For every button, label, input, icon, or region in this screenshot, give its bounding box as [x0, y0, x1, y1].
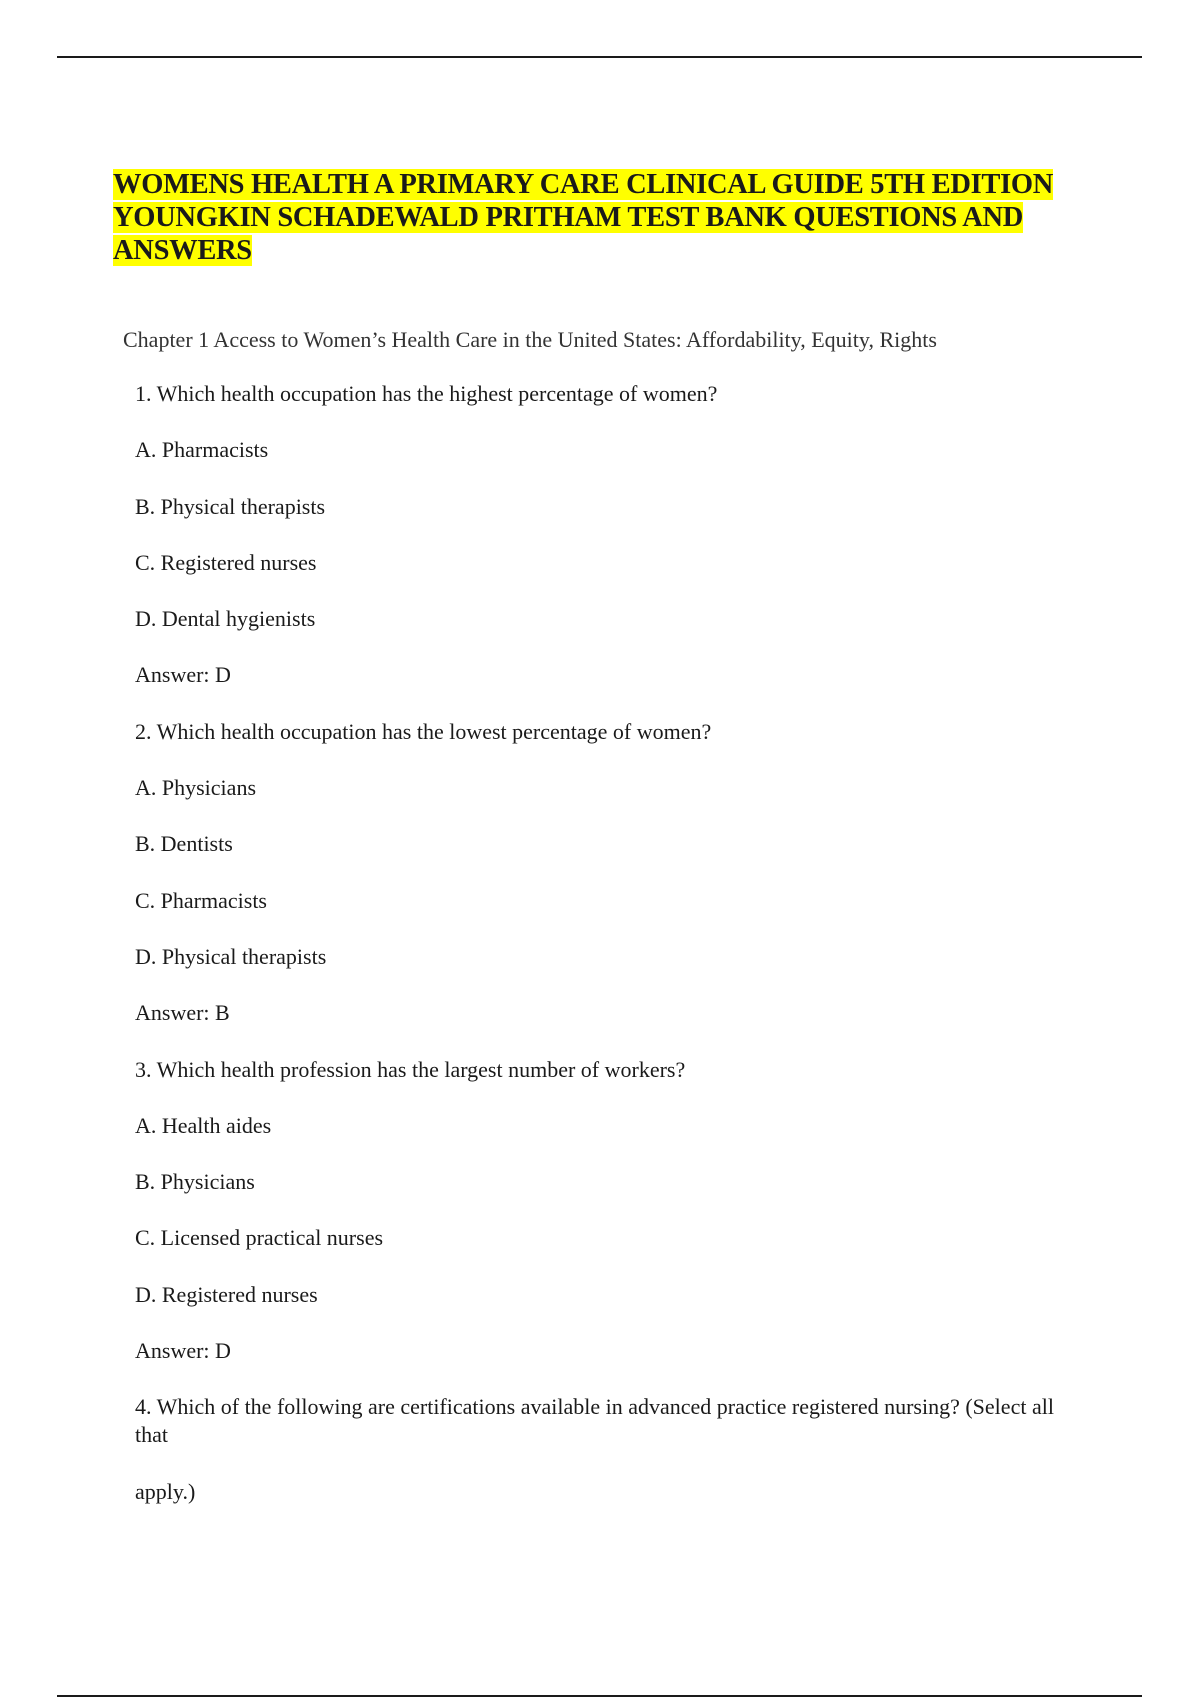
question-1-option-a: A. Pharmacists — [135, 437, 269, 463]
question-3-option-d: D. Registered nurses — [135, 1281, 318, 1307]
question-3-option-c: C. Licensed practical nurses — [135, 1225, 384, 1251]
question-3-option-b: B. Physicians — [135, 1169, 255, 1195]
title-highlight: WOMENS HEALTH A PRIMARY CARE CLINICAL GUIDE 5TH EDITION YOUNGKIN SCHADEWALD PRITHAM TEST BANK QUESTIONS AND ANSWERS — [113, 169, 1054, 266]
question-2-answer: Answer: B — [135, 1000, 230, 1026]
document-title — [113, 168, 1093, 267]
question-4-continuation: apply.) — [135, 1478, 196, 1504]
question-list — [135, 380, 1085, 1534]
question-3-text: 3. Which health profession has the largest number of workers? — [135, 1056, 686, 1082]
question-2-option-d: D. Physical therapists — [135, 943, 327, 969]
top-rule — [57, 56, 1142, 58]
bottom-rule — [57, 1695, 1142, 1697]
chapter-heading: Chapter 1 Access to Women’s Health Care in the United States: Affordability, Equity, Rights — [123, 327, 937, 352]
question-2-text: 2. Which health occupation has the lowest percentage of women? — [135, 718, 712, 744]
question-2-option-a: A. Physicians — [135, 775, 256, 801]
question-1-option-c: C. Registered nurses — [135, 549, 317, 575]
question-4-text: 4. Which of the following are certifications available in advanced practice registered nursing? (Select all that — [135, 1394, 1054, 1448]
question-3-answer: Answer: D — [135, 1338, 231, 1364]
question-1-option-b: B. Physical therapists — [135, 493, 326, 519]
question-2-option-c: C. Pharmacists — [135, 887, 267, 913]
question-3-option-a: A. Health aides — [135, 1112, 272, 1138]
question-2-option-b: B. Dentists — [135, 831, 233, 857]
question-1-option-d: D. Dental hygienists — [135, 606, 316, 632]
question-1-answer: Answer: D — [135, 662, 231, 688]
question-1-text: 1. Which health occupation has the highest percentage of women? — [135, 381, 718, 406]
